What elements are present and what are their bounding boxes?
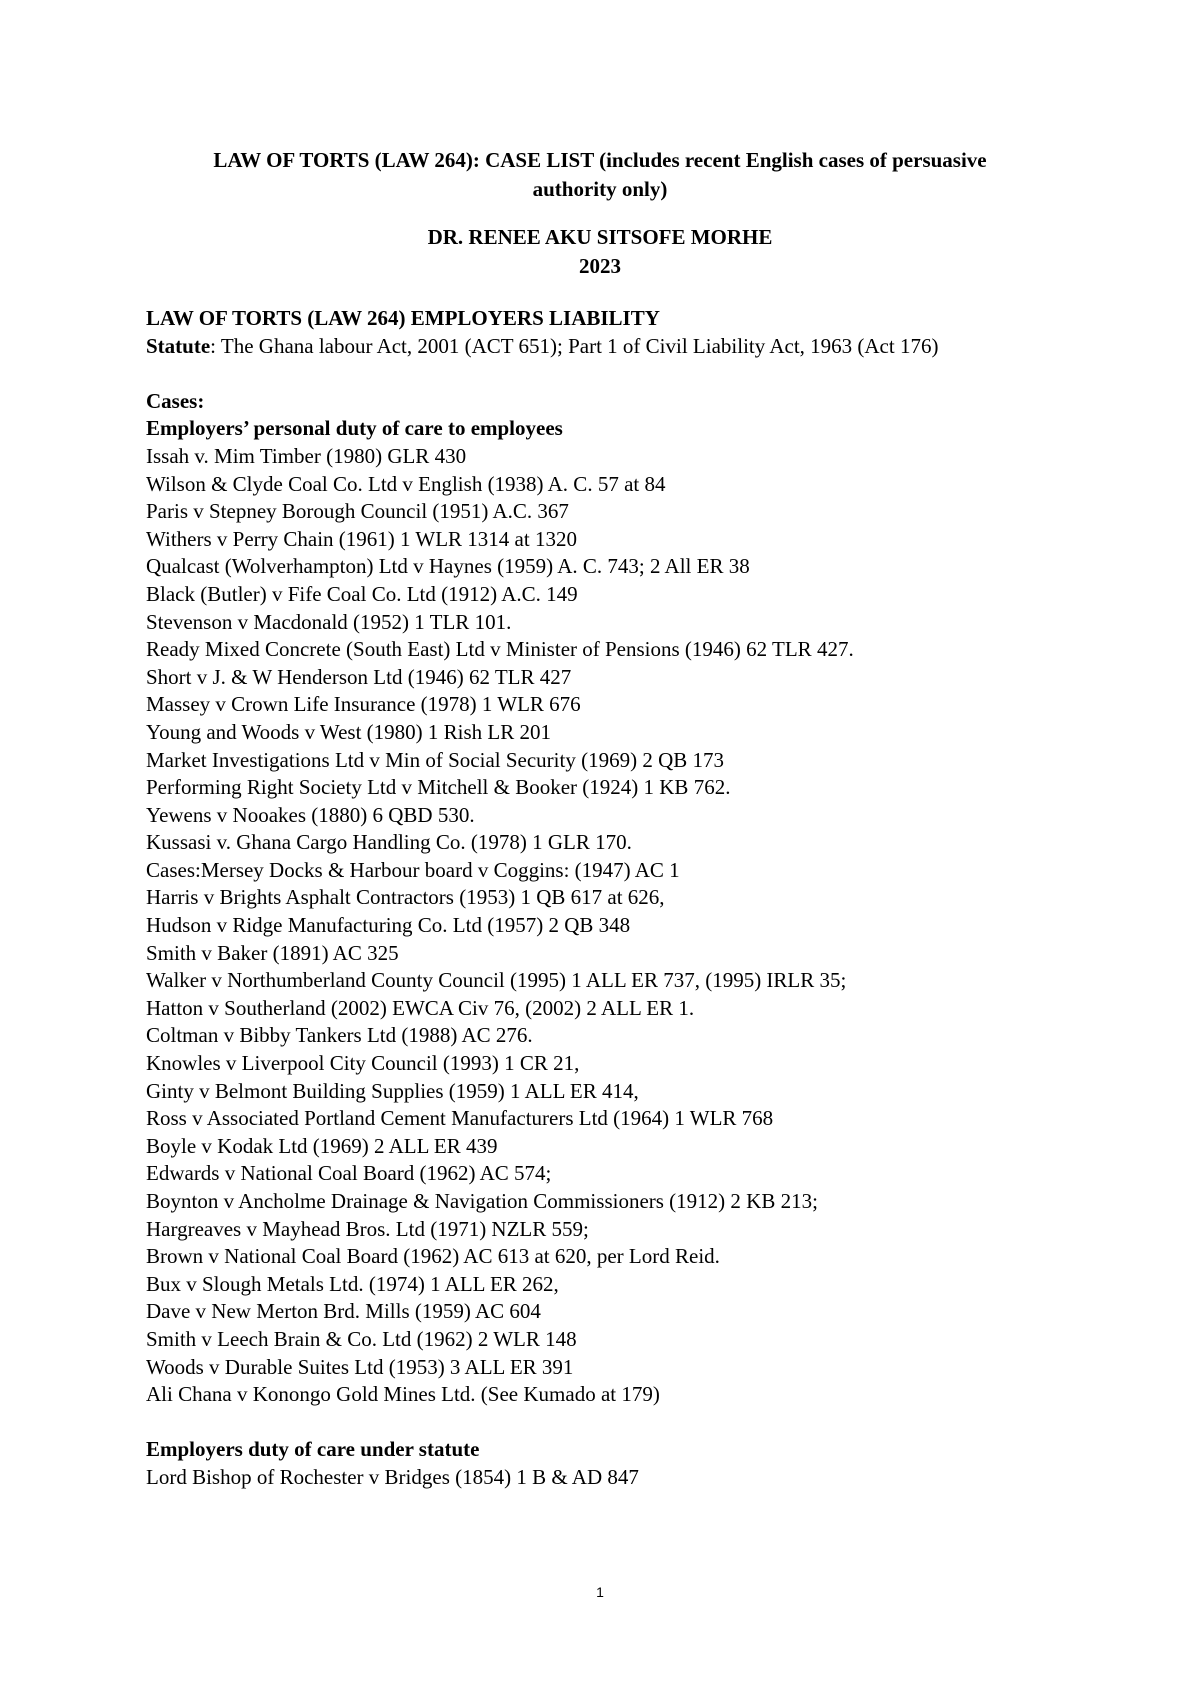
case-citation: Boynton v Ancholme Drainage & Navigation Commissioners (1912) 2 KB 213;	[146, 1189, 818, 1213]
case-list-personal-duty	[146, 443, 1046, 1409]
case-citation: Bux v Slough Metals Ltd. (1974) 1 ALL ER 262,	[146, 1271, 559, 1296]
document-title	[140, 146, 1060, 204]
document-body	[146, 305, 1046, 1492]
case-citation: Smith v Baker (1891) AC 325	[146, 940, 399, 965]
case-citation: Cases:Mersey Docks & Harbour board v Coggins: (1947) AC 1	[146, 857, 680, 882]
author-name: DR. RENEE AKU SITSOFE MORHE	[427, 225, 773, 249]
case-citation: Performing Right Society Ltd v Mitchell & Booker (1924) 1 KB 762.	[146, 775, 731, 800]
case-citation: Hudson v Ridge Manufacturing Co. Ltd (1957) 2 QB 348	[146, 913, 631, 938]
author-block	[140, 223, 1060, 281]
case-citation: Harris v Brights Asphalt Contractors (1953) 1 QB 617 at 626,	[146, 885, 665, 910]
case-citation: Woods v Durable Suites Ltd (1953) 3 ALL ER 391	[146, 1354, 574, 1379]
case-citation: Massey v Crown Life Insurance (1978) 1 WLR 676	[146, 692, 581, 717]
case-citation: Withers v Perry Chain (1961) 1 WLR 1314 at 1320	[146, 526, 577, 551]
case-citation: Paris v Stepney Borough Council (1951) A.C. 367	[146, 499, 569, 524]
case-citation: Knowles v Liverpool City Council (1993) 1 CR 21,	[146, 1051, 580, 1076]
statute-paragraph	[146, 333, 1046, 361]
case-citation: Dave v New Merton Brd. Mills (1959) AC 604	[146, 1299, 541, 1324]
case-citation: Young and Woods v West (1980) 1 Rish LR 201	[146, 719, 551, 744]
case-citation: Hatton v Southerland (2002) EWCA Civ 76, (2002) 2 ALL ER 1.	[146, 995, 695, 1020]
subsection-heading-statutory-duty: Employers duty of care under statute	[146, 1437, 480, 1462]
statute-text: : The Ghana labour Act, 2001 (ACT 651); Part 1 of Civil Liability Act, 1963 (Act 176)	[210, 333, 939, 358]
case-citation: Ready Mixed Concrete (South East) Ltd v Minister of Pensions (1946) 62 TLR 427.	[146, 637, 854, 662]
case-citation: Market Investigations Ltd v Min of Social Security (1969) 2 QB 173	[146, 747, 725, 772]
case-citation: Boyle v Kodak Ltd (1969) 2 ALL ER 439	[146, 1133, 498, 1158]
case-citation: Lord Bishop of Rochester v Bridges (1854) 1 B & AD 847	[146, 1464, 639, 1489]
case-citation: Ross v Associated Portland Cement Manufacturers Ltd (1964) 1 WLR 768	[146, 1106, 774, 1131]
document-year: 2023	[579, 254, 621, 278]
case-citation: Stevenson v Macdonald (1952) 1 TLR 101.	[146, 609, 512, 634]
case-citation: Ginty v Belmont Building Supplies (1959) 1 ALL ER 414,	[146, 1078, 639, 1103]
spacer	[146, 1409, 1046, 1437]
case-citation: Black (Butler) v Fife Coal Co. Ltd (1912) A.C. 149	[146, 581, 578, 606]
case-citation: Yewens v Nooakes (1880) 6 QBD 530.	[146, 802, 475, 827]
section-heading: LAW OF TORTS (LAW 264) EMPLOYERS LIABILITY	[146, 306, 660, 330]
case-citation: Walker v Northumberland County Council (1995) 1 ALL ER 737, (1995) IRLR 35;	[146, 968, 847, 993]
case-citation: Smith v Leech Brain & Co. Ltd (1962) 2 WLR 148	[146, 1326, 577, 1351]
case-citation: Hargreaves v Mayhead Bros. Ltd (1971) NZLR 559;	[146, 1216, 589, 1241]
title-line-2: authority only)	[532, 177, 668, 201]
case-citation: Ali Chana v Konongo Gold Mines Ltd. (See Kumado at 179)	[146, 1382, 660, 1407]
subsection-heading-personal-duty: Employers’ personal duty of care to employees	[146, 416, 563, 441]
page-number: 1	[596, 1584, 604, 1600]
case-citation: Coltman v Bibby Tankers Ltd (1988) AC 276.	[146, 1023, 533, 1048]
statute-label: Statute	[146, 333, 211, 358]
case-citation: Qualcast (Wolverhampton) Ltd v Haynes (1959) A. C. 743; 2 All ER 38	[146, 554, 750, 579]
case-citation: Short v J. & W Henderson Ltd (1946) 62 TLR 427	[146, 664, 572, 689]
spacer	[146, 360, 1046, 388]
case-citation: Kussasi v. Ghana Cargo Handling Co. (1978) 1 GLR 170.	[146, 830, 632, 855]
case-citation: Issah v. Mim Timber (1980) GLR 430	[146, 443, 467, 468]
case-citation: Wilson & Clyde Coal Co. Ltd v English (1938) A. C. 57 at 84	[146, 471, 666, 496]
case-citation: Brown v National Coal Board (1962) AC 613 at 620, per Lord Reid.	[146, 1244, 720, 1269]
case-citation: Edwards v National Coal Board (1962) AC 574;	[146, 1161, 552, 1186]
case-list-statutory-duty	[146, 1464, 1046, 1492]
cases-label: Cases:	[146, 388, 205, 413]
title-line-1: LAW OF TORTS (LAW 264): CASE LIST (includes recent English cases of persuasive	[213, 148, 987, 172]
